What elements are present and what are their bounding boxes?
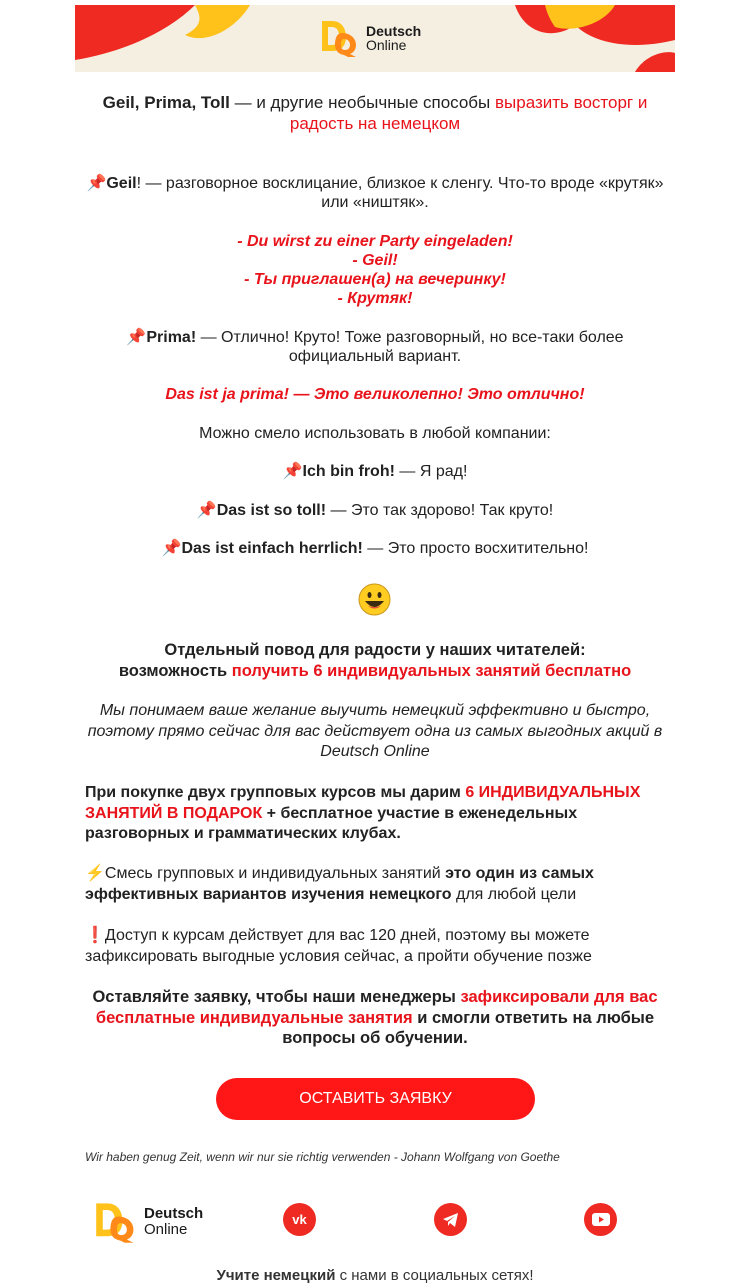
submit-application-button[interactable]: ОСТАВИТЬ ЗАЯВКУ: [216, 1078, 535, 1120]
footer-rest: с нами в социальных сетях!: [335, 1267, 534, 1284]
offer-bold2: + бесплатное участие в еженедельных разговорных и грамматических клубах.: [85, 804, 578, 842]
phrase-translation: — Это так здорово! Так круто!: [326, 502, 554, 519]
telegram-icon: [442, 1212, 460, 1228]
footer-bold: Учите немецкий: [216, 1267, 336, 1284]
pin-icon: 📌: [282, 463, 303, 480]
smiley-icon: [358, 583, 391, 616]
mix-plain2: для любой цели: [451, 885, 577, 903]
headline-mid: — и другие необычные способы: [229, 93, 495, 112]
brand-line1: Deutsch: [366, 23, 422, 39]
phrase-term: Ich bin froh!: [302, 463, 395, 480]
offer-red: 6 ИНДИВИДУАЛЬНЫХ ЗАНЯТИЙ В ПОДАРОК: [85, 784, 641, 822]
apply-red: зафиксировали для вас бесплатные индивидуальные занятия: [95, 988, 658, 1027]
geil-paragraph: [85, 174, 665, 212]
headline: [85, 92, 665, 134]
apply-bold1: Оставляйте заявку, чтобы наши менеджеры: [92, 988, 461, 1006]
header-banner: [75, 5, 675, 72]
access-paragraph: [85, 926, 665, 967]
vk-link[interactable]: [283, 1203, 316, 1236]
mix-bold: это один из самых эффективных вариантов изучения немецкого: [85, 865, 594, 903]
geil-description: ! — разговорное восклицание, близкое к сленгу. Что-то вроде «крутяк» или «ништяк».: [136, 175, 664, 211]
promo-line2-plain: возможность: [118, 662, 232, 680]
geil-term: Geil: [106, 175, 137, 192]
promo-line1: Отдельный повод для радости у наших читателей:: [164, 641, 586, 659]
offer-paragraph: [85, 783, 665, 845]
exclamation-icon: ❗: [85, 927, 105, 944]
offer-bold1: При покупке двух групповых курсов мы дарим: [85, 784, 466, 801]
any-company-text: Можно смело использовать в любой компании:: [199, 425, 551, 442]
apply-bold2: и смогли ответить на любые вопросы об обучении.: [282, 1008, 655, 1047]
footer-social-text: [85, 1267, 665, 1284]
brand-name: [366, 24, 421, 52]
promo-line2-red: получить 6 индивидуальных занятий бесплатно: [231, 662, 632, 680]
access-text: Доступ к курсам действует для вас 120 дней, поэтому вы можете зафиксировать выгодные условия сейчас, а пройти обучение позже: [85, 927, 592, 965]
dialog-line: - Geil!: [352, 252, 398, 269]
logo-mark-icon: [320, 19, 362, 57]
phrase-term: Das ist so toll!: [216, 502, 327, 519]
promo-heading: [85, 640, 665, 682]
prima-term: Prima!: [146, 329, 197, 346]
dialog-line: - Du wirst zu einer Party eingeladen!: [237, 233, 513, 250]
phrase-term: Das ist einfach herrlich!: [181, 540, 363, 557]
phrase-item: [85, 462, 665, 481]
logo-mark-icon: [94, 1200, 140, 1244]
phrase-item: [85, 501, 665, 520]
pin-icon: 📌: [161, 540, 182, 557]
youtube-link[interactable]: [584, 1203, 617, 1236]
telegram-link[interactable]: [434, 1203, 467, 1236]
brand-line2: Online: [144, 1221, 188, 1238]
prima-example: Das ist ja prima! — Это великолепно! Это отлично!: [165, 386, 585, 403]
headline-bold: Geil, Prima, Toll: [102, 93, 230, 112]
apply-paragraph: [85, 987, 665, 1049]
brand-line2: Online: [366, 37, 407, 53]
lightning-icon: ⚡: [85, 865, 105, 882]
brand-logo[interactable]: [320, 19, 421, 57]
brand-name: [144, 1206, 203, 1238]
pin-icon: 📌: [126, 329, 147, 346]
headline-red: выразить восторг и радость на немецком: [289, 93, 648, 133]
mix-plain1: Смесь групповых и индивидуальных занятий: [104, 865, 446, 882]
youtube-icon: [592, 1213, 610, 1226]
mix-paragraph: [85, 864, 665, 905]
phrase-item: [85, 539, 665, 558]
goethe-quote: Wir haben genug Zeit, wenn wir nur sie richtig verwenden - Johann Wolfgang von Goethe: [85, 1150, 560, 1164]
prima-paragraph: [120, 328, 630, 366]
phrase-translation: — Это просто восхитительно!: [362, 540, 589, 557]
prima-description: — Отлично! Круто! Тоже разговорный, но все-таки более официальный вариант.: [196, 329, 624, 365]
brand-line1: Deutsch: [144, 1205, 204, 1222]
pin-icon: 📌: [196, 502, 217, 519]
phrase-translation: — Я рад!: [394, 463, 468, 480]
intro-paragraph: Мы понимаем ваше желание выучить немецкий эффективно и быстро, поэтому прямо сейчас для вас действует одна из самых выгодных акций в Deutsch Online: [87, 702, 663, 760]
dialog-line: - Ты приглашен(а) на вечеринку!: [244, 271, 506, 288]
dialog-example: [85, 232, 665, 308]
footer-brand-logo[interactable]: [94, 1200, 203, 1244]
pin-icon: 📌: [86, 175, 107, 192]
vk-icon: vk: [292, 1212, 307, 1227]
dialog-line: - Крутяк!: [337, 290, 413, 307]
